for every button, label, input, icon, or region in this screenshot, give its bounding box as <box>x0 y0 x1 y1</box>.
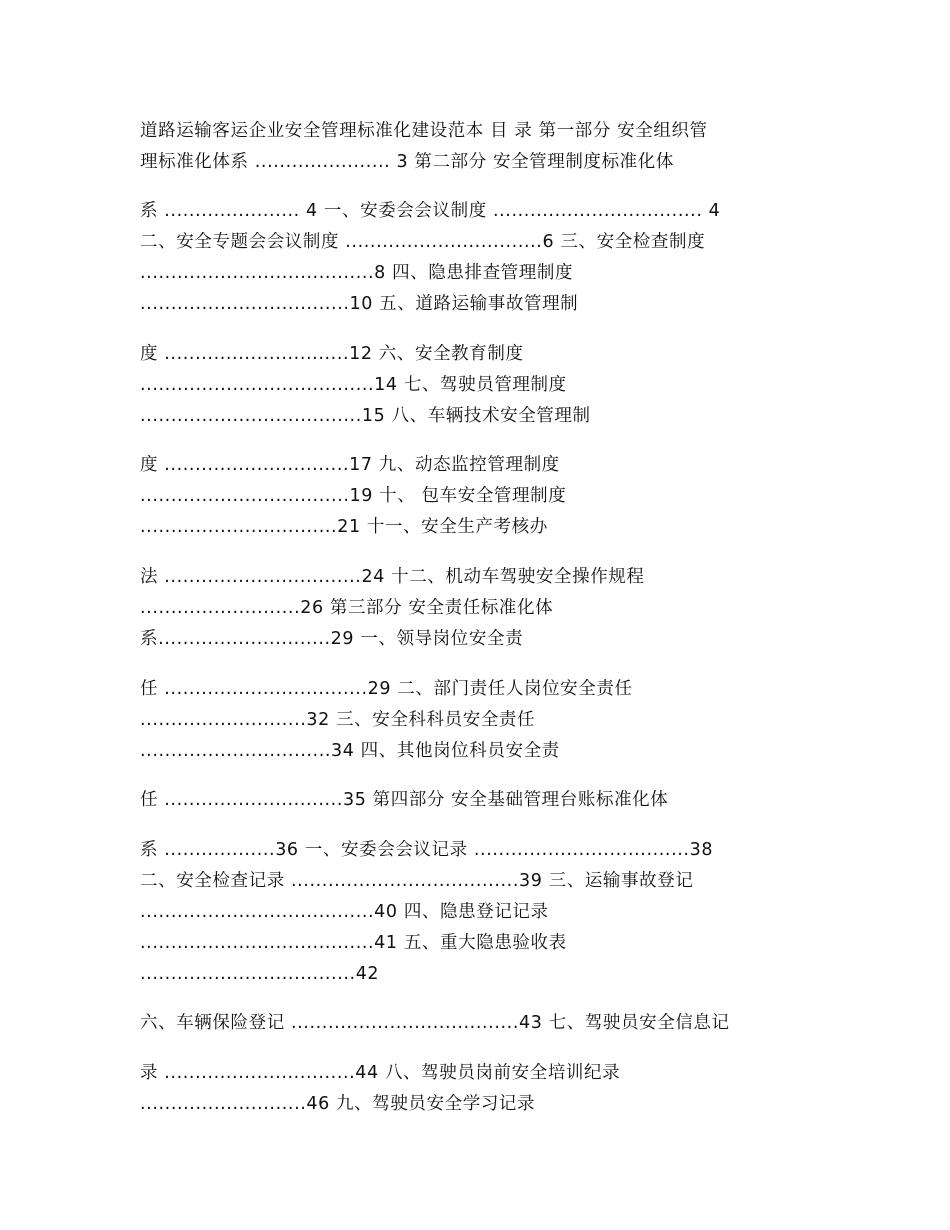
toc-line: ...........................46 九、驾驶员安全学习记录 <box>140 1094 536 1114</box>
toc-line: ..................................10 五、道路运输事故管理制 <box>140 294 579 314</box>
toc-line: 理标准化体系 ...................... 3 第二部分 安全管理制度标准化体 <box>140 152 674 172</box>
toc-line: ......................................40 四、隐患登记记录 <box>140 902 549 922</box>
toc-line: 度 ..............................12 六、安全教育制度 <box>140 344 524 364</box>
toc-line: ...........................32 三、安全科科员安全责任 <box>140 710 536 730</box>
toc-line: 度 ..............................17 九、动态监控管理制度 <box>140 455 560 475</box>
toc-line: 任 .............................35 第四部分 安全基础管理台账标准化体 <box>140 790 669 810</box>
toc-line: ...............................34 四、其他岗位科员安全责 <box>140 741 560 761</box>
toc-line: 系 ..................36 一、安委会会议记录 ...................................38 <box>140 840 714 860</box>
toc-line: ......................................14 七、驾驶员管理制度 <box>140 375 567 395</box>
toc-line: ..................................19 十、 包车安全管理制度 <box>140 486 567 506</box>
toc-line: 六、车辆保险登记 .....................................43 七、驾驶员安全信息记 <box>140 1013 730 1033</box>
toc-line: 道路运输客运企业安全管理标准化建设范本 目 录 第一部分 安全组织管 <box>140 121 708 141</box>
toc-line: 录 ...............................44 八、驾驶员岗前安全培训纪录 <box>140 1063 621 1083</box>
toc-line: ..........................26 第三部分 安全责任标准化体 <box>140 598 554 618</box>
toc-line: ....................................15 八、车辆技术安全管理制 <box>140 406 591 426</box>
toc-line: ......................................41 五、重大隐患验收表 <box>140 933 567 953</box>
toc-line: ................................21 十一、安全生产考核办 <box>140 517 548 537</box>
toc-line: 系 ...................... 4 一、安委会会议制度 .................................. 4 <box>140 201 721 221</box>
toc-line: 系............................29 一、领导岗位安全责 <box>140 629 524 649</box>
toc-line: 二、安全检查记录 .....................................39 三、运输事故登记 <box>140 871 694 891</box>
toc-line: ...................................42 <box>140 964 380 984</box>
toc-line: ......................................8 四、隐患排查管理制度 <box>140 263 574 283</box>
toc-line: 法 ................................24 十二、机动车驾驶安全操作规程 <box>140 567 645 587</box>
toc-line: 任 .................................29 二、部门责任人岗位安全责任 <box>140 679 633 699</box>
toc-line: 二、安全专题会会议制度 ................................6 三、安全检查制度 <box>140 232 706 252</box>
